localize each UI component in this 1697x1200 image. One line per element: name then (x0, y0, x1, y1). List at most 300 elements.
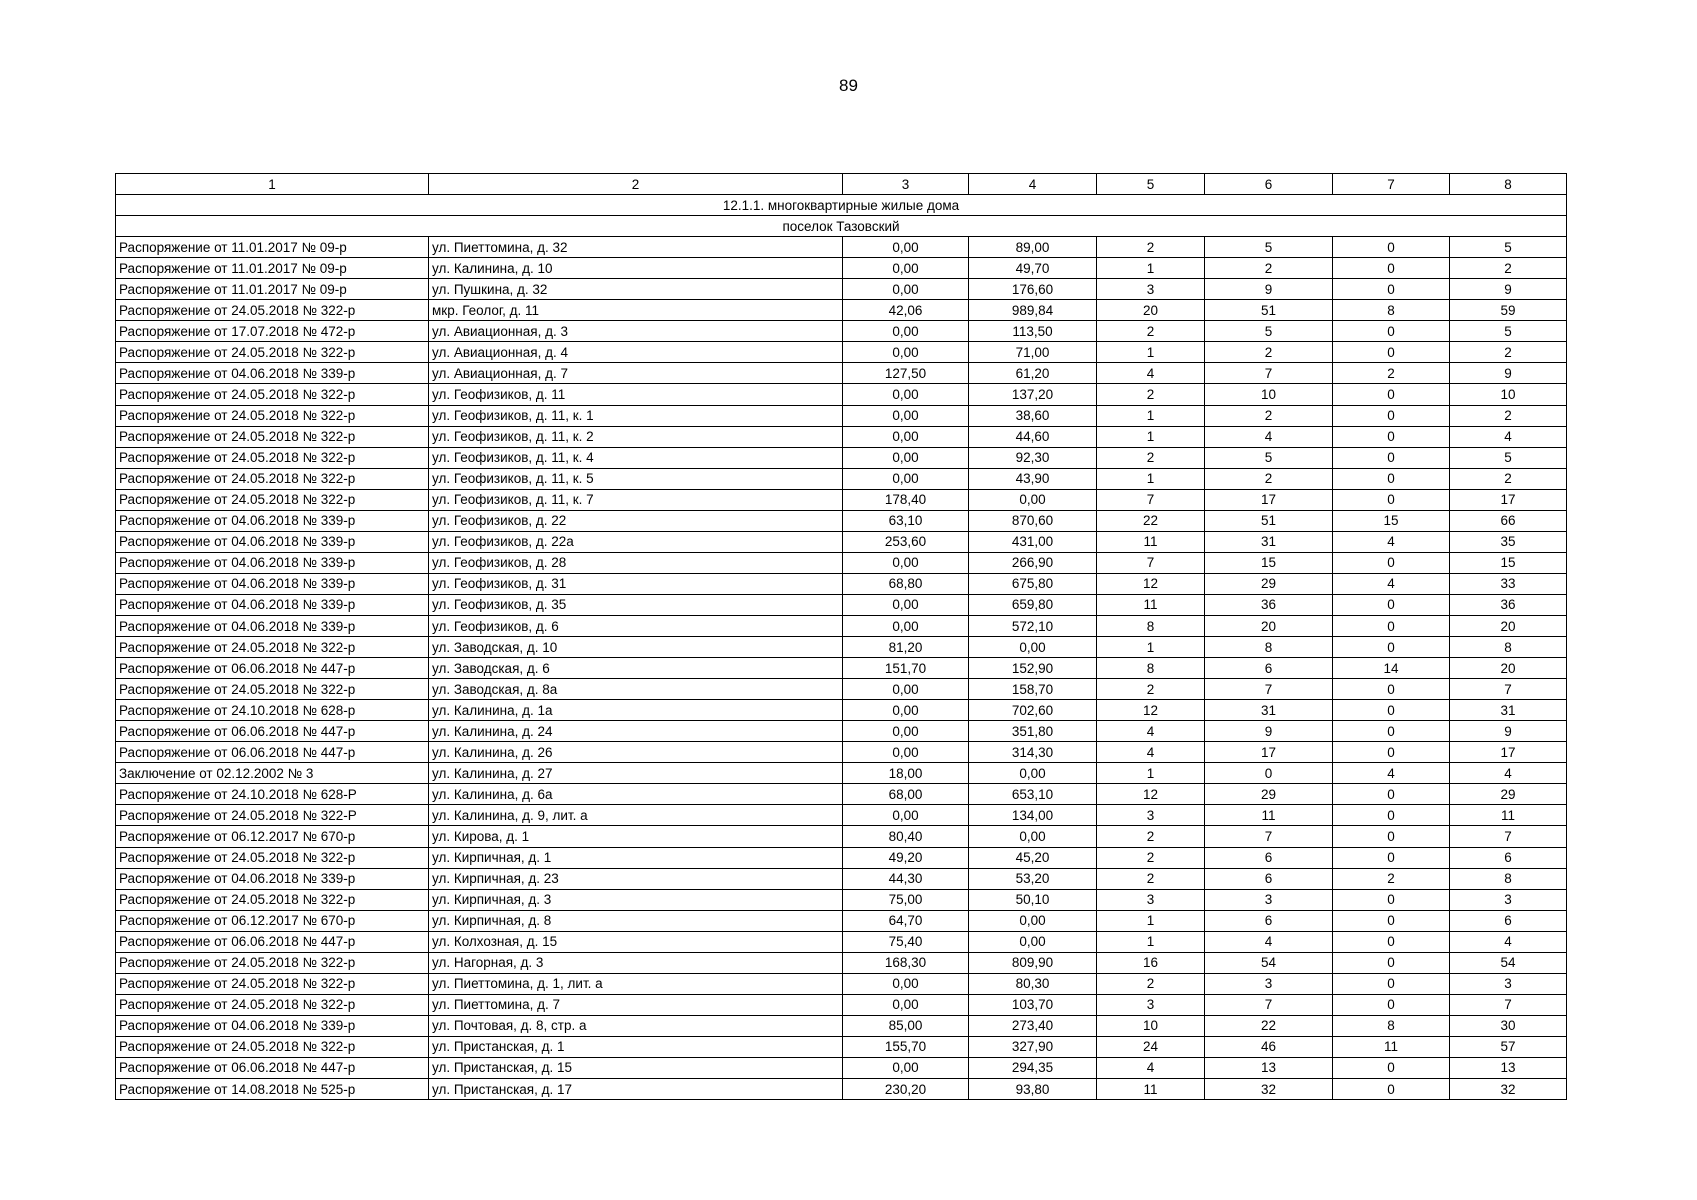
address-cell: ул. Калинина, д. 10 (429, 258, 843, 279)
section-title: 12.1.1. многоквартирные жилые дома (116, 195, 1567, 216)
value-cell: 13 (1205, 1057, 1333, 1078)
value-cell: 1 (1097, 637, 1205, 658)
address-cell: ул. Геофизиков, д. 22 (429, 510, 843, 531)
address-cell: ул. Пиеттомина, д. 1, лит. а (429, 973, 843, 994)
value-cell: 4 (1333, 573, 1450, 594)
address-cell: ул. Кирпичная, д. 1 (429, 847, 843, 868)
value-cell: 158,70 (969, 679, 1097, 700)
table-row (116, 658, 1567, 679)
table-row (116, 594, 1567, 615)
value-cell: 20 (1097, 300, 1205, 321)
value-cell: 7 (1205, 826, 1333, 847)
value-cell: 0 (1333, 468, 1450, 489)
value-cell: 0 (1333, 552, 1450, 573)
value-cell: 18,00 (843, 763, 969, 784)
value-cell: 2 (1450, 342, 1567, 363)
value-cell: 0 (1205, 763, 1333, 784)
value-cell: 9 (1205, 721, 1333, 742)
value-cell: 89,00 (969, 237, 1097, 258)
value-cell: 675,80 (969, 573, 1097, 594)
value-cell: 11 (1097, 594, 1205, 615)
value-cell: 1 (1097, 405, 1205, 426)
value-cell: 266,90 (969, 552, 1097, 573)
value-cell: 12 (1097, 573, 1205, 594)
value-cell: 2 (1205, 258, 1333, 279)
table-row (116, 531, 1567, 552)
document-cell: Распоряжение от 11.01.2017 № 09-р (116, 279, 429, 300)
document-cell: Распоряжение от 24.05.2018 № 322-р (116, 384, 429, 405)
table-row (116, 784, 1567, 805)
value-cell: 0,00 (843, 279, 969, 300)
document-cell: Распоряжение от 24.05.2018 № 322-р (116, 847, 429, 868)
value-cell: 11 (1205, 805, 1333, 826)
address-cell: ул. Геофизиков, д. 35 (429, 594, 843, 615)
document-cell: Распоряжение от 17.07.2018 № 472-р (116, 321, 429, 342)
value-cell: 11 (1333, 1036, 1450, 1057)
value-cell: 0,00 (843, 258, 969, 279)
value-cell: 0 (1333, 826, 1450, 847)
value-cell: 0 (1333, 679, 1450, 700)
value-cell: 0 (1333, 447, 1450, 468)
document-cell: Распоряжение от 24.05.2018 № 322-Р (116, 805, 429, 826)
document-cell: Распоряжение от 24.05.2018 № 322-р (116, 426, 429, 447)
address-cell: ул. Геофизиков, д. 31 (429, 573, 843, 594)
value-cell: 4 (1097, 742, 1205, 763)
value-cell: 273,40 (969, 1015, 1097, 1036)
address-cell: ул. Калинина, д. 1а (429, 700, 843, 721)
value-cell: 0 (1333, 931, 1450, 952)
value-cell: 168,30 (843, 952, 969, 973)
value-cell: 0,00 (843, 426, 969, 447)
value-cell: 3 (1450, 889, 1567, 910)
value-cell: 31 (1205, 531, 1333, 552)
value-cell: 0 (1333, 258, 1450, 279)
value-cell: 0 (1333, 594, 1450, 615)
value-cell: 0,00 (969, 826, 1097, 847)
document-cell: Распоряжение от 06.06.2018 № 447-р (116, 931, 429, 952)
table-row (116, 889, 1567, 910)
value-cell: 870,60 (969, 510, 1097, 531)
value-cell: 0 (1333, 489, 1450, 510)
value-cell: 809,90 (969, 952, 1097, 973)
value-cell: 0,00 (843, 405, 969, 426)
value-cell: 2 (1097, 384, 1205, 405)
address-cell: ул. Геофизиков, д. 11, к. 7 (429, 489, 843, 510)
column-header: 1 (116, 174, 429, 195)
address-cell: ул. Геофизиков, д. 11, к. 4 (429, 447, 843, 468)
value-cell: 2 (1097, 237, 1205, 258)
value-cell: 2 (1205, 468, 1333, 489)
value-cell: 54 (1450, 952, 1567, 973)
table-row (116, 405, 1567, 426)
value-cell: 10 (1450, 384, 1567, 405)
value-cell: 8 (1205, 637, 1333, 658)
value-cell: 36 (1450, 594, 1567, 615)
value-cell: 7 (1205, 679, 1333, 700)
value-cell: 2 (1450, 405, 1567, 426)
document-cell: Распоряжение от 04.06.2018 № 339-р (116, 615, 429, 636)
value-cell: 15 (1205, 552, 1333, 573)
value-cell: 80,30 (969, 973, 1097, 994)
value-cell: 4 (1097, 363, 1205, 384)
address-cell: ул. Авиационная, д. 7 (429, 363, 843, 384)
address-cell: ул. Геофизиков, д. 11, к. 5 (429, 468, 843, 489)
column-header: 5 (1097, 174, 1205, 195)
document-cell: Распоряжение от 04.06.2018 № 339-р (116, 594, 429, 615)
table-row (116, 258, 1567, 279)
table-row (116, 994, 1567, 1015)
table-row (116, 321, 1567, 342)
document-cell: Распоряжение от 24.05.2018 № 322-р (116, 342, 429, 363)
value-cell: 4 (1333, 531, 1450, 552)
document-cell: Распоряжение от 24.10.2018 № 628-р (116, 700, 429, 721)
document-cell: Распоряжение от 06.06.2018 № 447-р (116, 742, 429, 763)
value-cell: 0 (1333, 321, 1450, 342)
value-cell: 152,90 (969, 658, 1097, 679)
value-cell: 0,00 (843, 1057, 969, 1078)
address-cell: ул. Калинина, д. 6а (429, 784, 843, 805)
value-cell: 294,35 (969, 1057, 1097, 1078)
value-cell: 32 (1450, 1079, 1567, 1100)
table-row (116, 721, 1567, 742)
value-cell: 49,70 (969, 258, 1097, 279)
value-cell: 3 (1205, 973, 1333, 994)
value-cell: 0,00 (843, 342, 969, 363)
value-cell: 2 (1097, 826, 1205, 847)
address-cell: ул. Кирпичная, д. 23 (429, 868, 843, 889)
document-cell: Распоряжение от 04.06.2018 № 339-р (116, 573, 429, 594)
value-cell: 0,00 (969, 489, 1097, 510)
column-header: 8 (1450, 174, 1567, 195)
document-cell: Распоряжение от 24.05.2018 № 322-р (116, 679, 429, 700)
document-cell: Распоряжение от 24.05.2018 № 322-р (116, 447, 429, 468)
table-row (116, 847, 1567, 868)
table-row (116, 489, 1567, 510)
value-cell: 22 (1205, 1015, 1333, 1036)
value-cell: 3 (1097, 889, 1205, 910)
value-cell: 0,00 (969, 763, 1097, 784)
document-cell: Распоряжение от 24.05.2018 № 322-р (116, 1036, 429, 1057)
value-cell: 0 (1333, 237, 1450, 258)
table-row (116, 237, 1567, 258)
table-row (116, 615, 1567, 636)
value-cell: 0,00 (969, 910, 1097, 931)
document-cell: Распоряжение от 24.10.2018 № 628-Р (116, 784, 429, 805)
value-cell: 113,50 (969, 321, 1097, 342)
value-cell: 38,60 (969, 405, 1097, 426)
value-cell: 44,60 (969, 426, 1097, 447)
value-cell: 351,80 (969, 721, 1097, 742)
value-cell: 0 (1333, 784, 1450, 805)
address-cell: ул. Калинина, д. 26 (429, 742, 843, 763)
address-cell: ул. Пушкина, д. 32 (429, 279, 843, 300)
document-cell: Распоряжение от 24.05.2018 № 322-р (116, 889, 429, 910)
value-cell: 33 (1450, 573, 1567, 594)
value-cell: 17 (1205, 489, 1333, 510)
value-cell: 36 (1205, 594, 1333, 615)
table-row (116, 1015, 1567, 1036)
table-row (116, 910, 1567, 931)
value-cell: 7 (1450, 994, 1567, 1015)
value-cell: 9 (1450, 721, 1567, 742)
table-row (116, 573, 1567, 594)
value-cell: 0 (1333, 889, 1450, 910)
value-cell: 253,60 (843, 531, 969, 552)
document-cell: Распоряжение от 24.05.2018 № 322-р (116, 952, 429, 973)
value-cell: 0,00 (843, 468, 969, 489)
address-cell: ул. Почтовая, д. 8, стр. а (429, 1015, 843, 1036)
value-cell: 137,20 (969, 384, 1097, 405)
value-cell: 9 (1205, 279, 1333, 300)
value-cell: 127,50 (843, 363, 969, 384)
value-cell: 176,60 (969, 279, 1097, 300)
value-cell: 3 (1097, 279, 1205, 300)
column-header: 3 (843, 174, 969, 195)
value-cell: 314,30 (969, 742, 1097, 763)
value-cell: 659,80 (969, 594, 1097, 615)
value-cell: 6 (1205, 868, 1333, 889)
value-cell: 29 (1205, 784, 1333, 805)
value-cell: 4 (1097, 721, 1205, 742)
value-cell: 43,90 (969, 468, 1097, 489)
value-cell: 4 (1450, 931, 1567, 952)
value-cell: 3 (1205, 889, 1333, 910)
value-cell: 0 (1333, 805, 1450, 826)
column-header: 4 (969, 174, 1097, 195)
value-cell: 2 (1097, 973, 1205, 994)
address-cell: ул. Кирпичная, д. 8 (429, 910, 843, 931)
value-cell: 0 (1333, 847, 1450, 868)
value-cell: 2 (1450, 468, 1567, 489)
value-cell: 75,40 (843, 931, 969, 952)
subsection-row (116, 216, 1567, 237)
value-cell: 66 (1450, 510, 1567, 531)
table-row (116, 742, 1567, 763)
value-cell: 2 (1097, 847, 1205, 868)
value-cell: 20 (1450, 658, 1567, 679)
column-number-row (116, 174, 1567, 195)
value-cell: 9 (1450, 363, 1567, 384)
document-cell: Распоряжение от 04.06.2018 № 339-р (116, 552, 429, 573)
value-cell: 0 (1333, 615, 1450, 636)
value-cell: 32 (1205, 1079, 1333, 1100)
page-number: 89 (839, 76, 858, 95)
table-row (116, 447, 1567, 468)
value-cell: 0,00 (843, 679, 969, 700)
table-row (116, 300, 1567, 321)
value-cell: 0 (1333, 637, 1450, 658)
document-cell: Распоряжение от 06.12.2017 № 670-р (116, 826, 429, 847)
value-cell: 6 (1205, 910, 1333, 931)
value-cell: 3 (1450, 973, 1567, 994)
value-cell: 75,00 (843, 889, 969, 910)
value-cell: 29 (1450, 784, 1567, 805)
document-cell: Распоряжение от 06.06.2018 № 447-р (116, 1057, 429, 1078)
value-cell: 1 (1097, 342, 1205, 363)
value-cell: 59 (1450, 300, 1567, 321)
value-cell: 9 (1450, 279, 1567, 300)
address-cell: ул. Заводская, д. 6 (429, 658, 843, 679)
value-cell: 2 (1205, 405, 1333, 426)
table-row (116, 868, 1567, 889)
table-row (116, 468, 1567, 489)
value-cell: 1 (1097, 931, 1205, 952)
value-cell: 0,00 (843, 321, 969, 342)
value-cell: 49,20 (843, 847, 969, 868)
address-cell: ул. Заводская, д. 10 (429, 637, 843, 658)
value-cell: 0 (1333, 973, 1450, 994)
value-cell: 7 (1205, 994, 1333, 1015)
document-cell: Распоряжение от 24.05.2018 № 322-р (116, 468, 429, 489)
value-cell: 5 (1450, 447, 1567, 468)
value-cell: 7 (1097, 552, 1205, 573)
value-cell: 0 (1333, 910, 1450, 931)
value-cell: 6 (1450, 847, 1567, 868)
value-cell: 8 (1333, 300, 1450, 321)
value-cell: 45,20 (969, 847, 1097, 868)
value-cell: 5 (1450, 321, 1567, 342)
value-cell: 2 (1205, 342, 1333, 363)
address-cell: ул. Геофизиков, д. 11 (429, 384, 843, 405)
address-cell: ул. Пристанская, д. 17 (429, 1079, 843, 1100)
value-cell: 0 (1333, 342, 1450, 363)
address-cell: ул. Пиеттомина, д. 32 (429, 237, 843, 258)
value-cell: 0,00 (843, 615, 969, 636)
value-cell: 572,10 (969, 615, 1097, 636)
value-cell: 10 (1097, 1015, 1205, 1036)
document-cell: Распоряжение от 24.05.2018 № 322-р (116, 300, 429, 321)
document-cell: Распоряжение от 06.06.2018 № 447-р (116, 721, 429, 742)
address-cell: ул. Нагорная, д. 3 (429, 952, 843, 973)
value-cell: 22 (1097, 510, 1205, 531)
value-cell: 4 (1450, 426, 1567, 447)
value-cell: 178,40 (843, 489, 969, 510)
value-cell: 85,00 (843, 1015, 969, 1036)
value-cell: 0,00 (843, 237, 969, 258)
value-cell: 24 (1097, 1036, 1205, 1057)
value-cell: 1 (1097, 468, 1205, 489)
value-cell: 12 (1097, 784, 1205, 805)
address-cell: ул. Геофизиков, д. 11, к. 2 (429, 426, 843, 447)
value-cell: 7 (1450, 679, 1567, 700)
value-cell: 68,00 (843, 784, 969, 805)
value-cell: 51 (1205, 510, 1333, 531)
value-cell: 0 (1333, 1079, 1450, 1100)
table-row (116, 363, 1567, 384)
value-cell: 7 (1205, 363, 1333, 384)
value-cell: 2 (1333, 868, 1450, 889)
subsection-title: поселок Тазовский (116, 216, 1567, 237)
document-cell: Распоряжение от 06.12.2017 № 670-р (116, 910, 429, 931)
value-cell: 61,20 (969, 363, 1097, 384)
value-cell: 29 (1205, 573, 1333, 594)
address-cell: ул. Заводская, д. 8а (429, 679, 843, 700)
value-cell: 51 (1205, 300, 1333, 321)
value-cell: 17 (1450, 742, 1567, 763)
value-cell: 0 (1333, 994, 1450, 1015)
value-cell: 5 (1205, 447, 1333, 468)
column-header: 2 (429, 174, 843, 195)
value-cell: 8 (1333, 1015, 1450, 1036)
value-cell: 989,84 (969, 300, 1097, 321)
table-row (116, 279, 1567, 300)
value-cell: 4 (1450, 763, 1567, 784)
value-cell: 57 (1450, 1036, 1567, 1057)
value-cell: 7 (1097, 489, 1205, 510)
value-cell: 71,00 (969, 342, 1097, 363)
value-cell: 1 (1097, 910, 1205, 931)
value-cell: 15 (1450, 552, 1567, 573)
value-cell: 3 (1097, 994, 1205, 1015)
value-cell: 0 (1333, 700, 1450, 721)
document-cell: Распоряжение от 11.01.2017 № 09-р (116, 237, 429, 258)
column-header: 6 (1205, 174, 1333, 195)
value-cell: 7 (1450, 826, 1567, 847)
value-cell: 2 (1097, 321, 1205, 342)
value-cell: 3 (1097, 805, 1205, 826)
address-cell: мкр. Геолог, д. 11 (429, 300, 843, 321)
value-cell: 63,10 (843, 510, 969, 531)
value-cell: 2 (1097, 868, 1205, 889)
value-cell: 0 (1333, 405, 1450, 426)
column-header: 7 (1333, 174, 1450, 195)
value-cell: 0,00 (843, 700, 969, 721)
table-row (116, 1057, 1567, 1078)
value-cell: 4 (1097, 1057, 1205, 1078)
address-cell: ул. Кирова, д. 1 (429, 826, 843, 847)
address-cell: ул. Калинина, д. 24 (429, 721, 843, 742)
document-cell: Распоряжение от 06.06.2018 № 447-р (116, 658, 429, 679)
value-cell: 5 (1205, 321, 1333, 342)
value-cell: 0,00 (843, 805, 969, 826)
document-cell: Распоряжение от 14.08.2018 № 525-р (116, 1079, 429, 1100)
value-cell: 11 (1097, 1079, 1205, 1100)
table-row (116, 342, 1567, 363)
address-cell: ул. Пристанская, д. 15 (429, 1057, 843, 1078)
value-cell: 0 (1333, 1057, 1450, 1078)
value-cell: 2 (1450, 258, 1567, 279)
address-cell: ул. Геофизиков, д. 6 (429, 615, 843, 636)
table-row (116, 931, 1567, 952)
table-row (116, 1036, 1567, 1057)
value-cell: 2 (1097, 679, 1205, 700)
table-row (116, 763, 1567, 784)
value-cell: 0,00 (969, 931, 1097, 952)
value-cell: 42,06 (843, 300, 969, 321)
value-cell: 0,00 (843, 552, 969, 573)
document-cell: Распоряжение от 24.05.2018 № 322-р (116, 994, 429, 1015)
value-cell: 35 (1450, 531, 1567, 552)
value-cell: 93,80 (969, 1079, 1097, 1100)
value-cell: 0,00 (843, 994, 969, 1015)
document-cell: Распоряжение от 04.06.2018 № 339-р (116, 363, 429, 384)
table-row (116, 552, 1567, 573)
housing-register-table (115, 173, 1567, 1100)
address-cell: ул. Авиационная, д. 3 (429, 321, 843, 342)
value-cell: 0,00 (843, 721, 969, 742)
value-cell: 8 (1450, 637, 1567, 658)
section-row (116, 195, 1567, 216)
value-cell: 6 (1205, 847, 1333, 868)
value-cell: 0 (1333, 384, 1450, 405)
value-cell: 0,00 (843, 973, 969, 994)
value-cell: 1 (1097, 258, 1205, 279)
value-cell: 2 (1333, 363, 1450, 384)
table-row (116, 426, 1567, 447)
table-row (116, 510, 1567, 531)
value-cell: 5 (1205, 237, 1333, 258)
value-cell: 134,00 (969, 805, 1097, 826)
